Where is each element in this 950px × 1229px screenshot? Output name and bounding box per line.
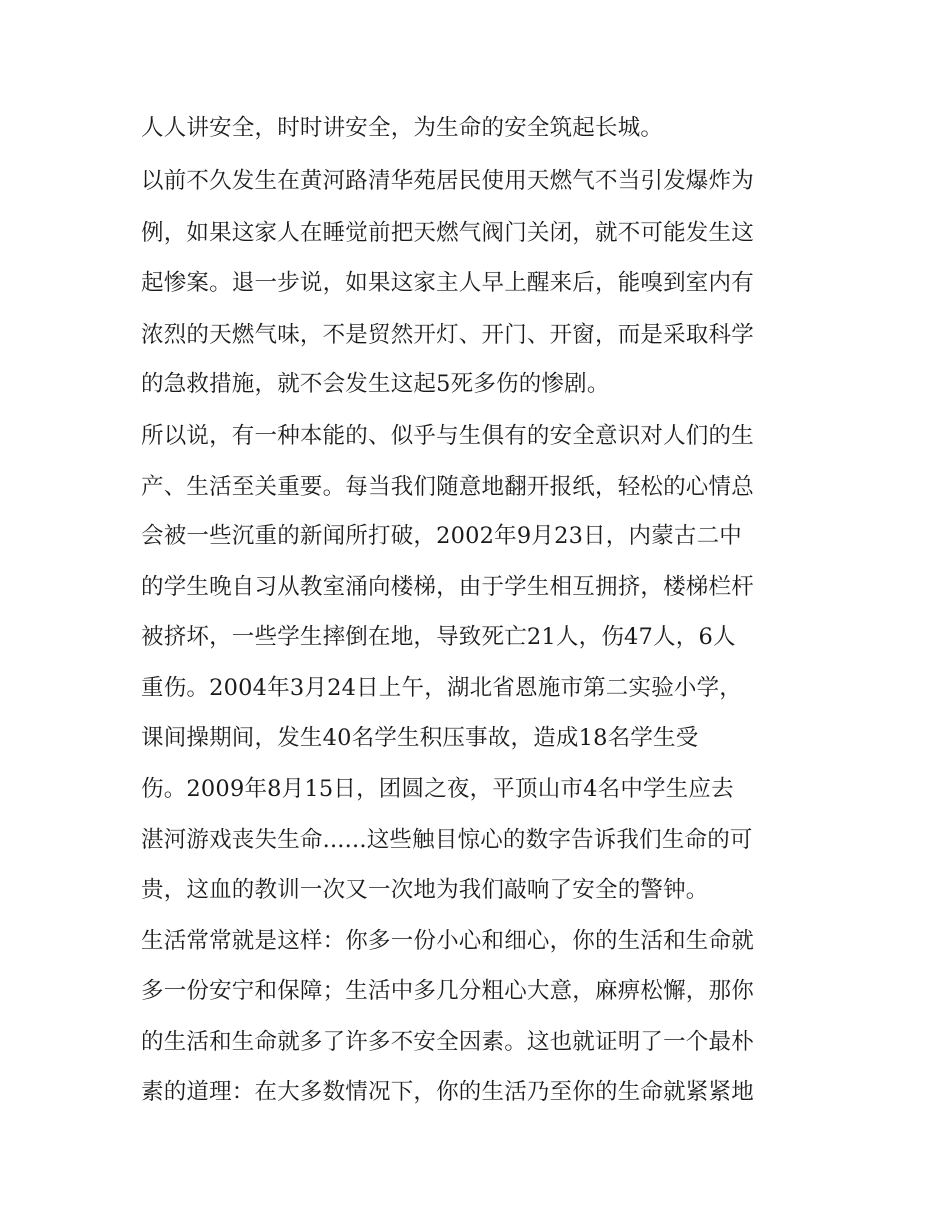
text-line: 的急救措施，就不会发生这起5死多伤的惨剧。 — [141, 371, 610, 397]
text-line: 以前不久发生在黄河路清华苑居民使用天燃气不当引发爆炸为 — [141, 168, 754, 194]
text-line: 素的道理：在大多数情况下，你的生活乃至你的生命就紧紧地 — [141, 1079, 754, 1105]
text-line: 的生活和生命就多了许多不安全因素。这也就证明了一个最朴 — [141, 1029, 754, 1055]
text-line: 被挤坏，一些学生摔倒在地，导致死亡21人，伤47人，6人 — [141, 624, 736, 650]
text-line: 浓烈的天燃气味，不是贸然开灯、开门、开窗，而是采取科学 — [141, 322, 754, 348]
text-line: 重伤。2004年3月24日上午，湖北省恩施市第二实验小学， — [141, 675, 743, 701]
text-line: 会被一些沉重的新闻所打破，2002年9月23日，内蒙古二中 — [141, 523, 743, 549]
text-line: 起惨案。退一步说，如果这家主人早上醒来后，能嗅到室内有 — [141, 270, 754, 296]
text-line: 多一份安宁和保障；生活中多几分粗心大意，麻痹松懈，那你 — [141, 978, 754, 1004]
text-line: 所以说，有一种本能的、似乎与生俱有的安全意识对人们的生 — [141, 423, 754, 449]
text-line: 的学生晚自习从教室涌向楼梯，由于学生相互拥挤，楼梯栏杆 — [141, 574, 754, 600]
text-line: 人人讲安全，时时讲安全，为生命的安全筑起长城。 — [141, 115, 664, 141]
text-line: 例，如果这家人在睡觉前把天燃气阀门关闭，就不可能发生这 — [141, 220, 754, 246]
text-line: 课间操期间，发生40名学生积压事故，造成18名学生受 — [141, 725, 699, 751]
text-line: 贵，这血的教训一次又一次地为我们敲响了安全的警钟。 — [141, 877, 709, 903]
text-line: 伤。2009年8月15日，团圆之夜，平顶山市4名中学生应去 — [141, 776, 734, 802]
text-line: 生活常常就是这样：你多一份小心和细心，你的生活和生命就 — [141, 928, 754, 954]
text-line: 产、生活至关重要。每当我们随意地翻开报纸，轻松的心情总 — [141, 474, 754, 500]
text-line: 湛河游戏丧失生命......这些触目惊心的数字告诉我们生命的可 — [141, 827, 753, 853]
